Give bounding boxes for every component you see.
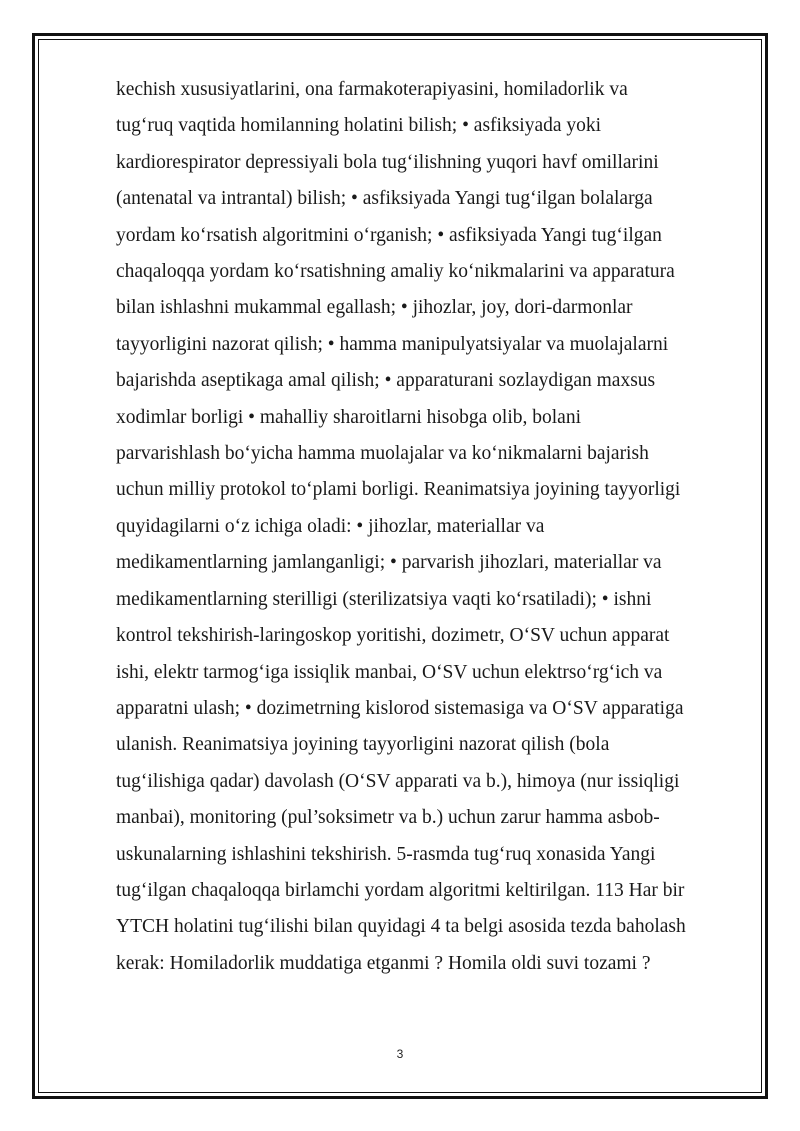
text-line: tug‘ilgan chaqaloqqa birlamchi yordam algoritmi keltirilgan. 113 Har bir	[116, 879, 685, 901]
text-line: kardiorespirator depressiyali bola tug‘ilishning yuqori havf omillarini	[116, 151, 659, 173]
text-line: tug‘ilishiga qadar) davolash (O‘SV apparati va b.), himoya (nur issiqligi	[116, 770, 680, 792]
text-line: xodimlar borligi • mahalliy sharoitlarni hisobga olib, bolani	[116, 406, 582, 428]
text-line: YTCH holatini tug‘ilishi bilan quyidagi 4 ta belgi asosida tezda baholash	[116, 916, 686, 938]
body-text	[116, 72, 756, 982]
text-line: kerak: Homiladorlik muddatiga etganmi ? Homila oldi suvi tozami ?	[116, 952, 651, 974]
text-line: ishi, elektr tarmog‘iga issiqlik manbai, O‘SV uchun elektrso‘rg‘ich va	[116, 661, 663, 683]
text-line: uskunalarning ishlashini tekshirish. 5-rasmda tug‘ruq xonasida Yangi	[116, 843, 656, 865]
text-line: yordam ko‘rsatish algoritmini o‘rganish; • asfiksiyada Yangi tug‘ilgan	[116, 224, 662, 246]
text-line: ulanish. Reanimatsiya joyining tayyorligini nazorat qilish (bola	[116, 734, 610, 756]
text-line: medikamentlarning jamlanganligi; • parvarish jihozlari, materiallar va	[116, 552, 662, 574]
text-line: apparatni ulash; • dozimetrning kislorod sistemasiga va O‘SV apparatiga	[116, 697, 684, 719]
text-line: uchun milliy protokol to‘plami borligi. Reanimatsiya joyining tayyorligi	[116, 479, 681, 501]
text-line: bajarishda aseptikaga amal qilish; • apparaturani sozlaydigan maxsus	[116, 370, 656, 392]
text-line: kontrol tekshirish-laringoskop yoritishi, dozimetr, O‘SV uchun apparat	[116, 625, 670, 647]
text-line: parvarishlash bo‘yicha hamma muolajalar va ko‘nikmalarni bajarish	[116, 443, 649, 465]
text-line: (antenatal va intrantal) bilish; • asfiksiyada Yangi tug‘ilgan bolalarga	[116, 188, 653, 210]
text-line: tayyorligini nazorat qilish; • hamma manipulyatsiyalar va muolajalarni	[116, 333, 669, 355]
text-line: kechish xususiyatlarini, ona farmakoterapiyasini, homiladorlik va	[116, 79, 628, 100]
text-line: bilan ishlashni mukammal egallash; • jihozlar, joy, dori-darmonlar	[116, 297, 633, 319]
text-line: tug‘ruq vaqtida homilanning holatini bilish; • asfiksiyada yoki	[116, 115, 602, 137]
text-line: chaqaloqqa yordam ko‘rsatishning amaliy ko‘nikmalarini va apparatura	[116, 261, 675, 283]
page-number: 3	[396, 1047, 404, 1061]
text-line: manbai), monitoring (pul’soksimetr va b.) uchun zarur hamma asbob-	[116, 807, 660, 829]
text-line: quyidagilarni o‘z ichiga oladi: • jihozlar, materiallar va	[116, 515, 545, 537]
text-line: medikamentlarning sterilligi (sterilizatsiya vaqti ko‘rsatiladi); • ishni	[116, 588, 652, 610]
